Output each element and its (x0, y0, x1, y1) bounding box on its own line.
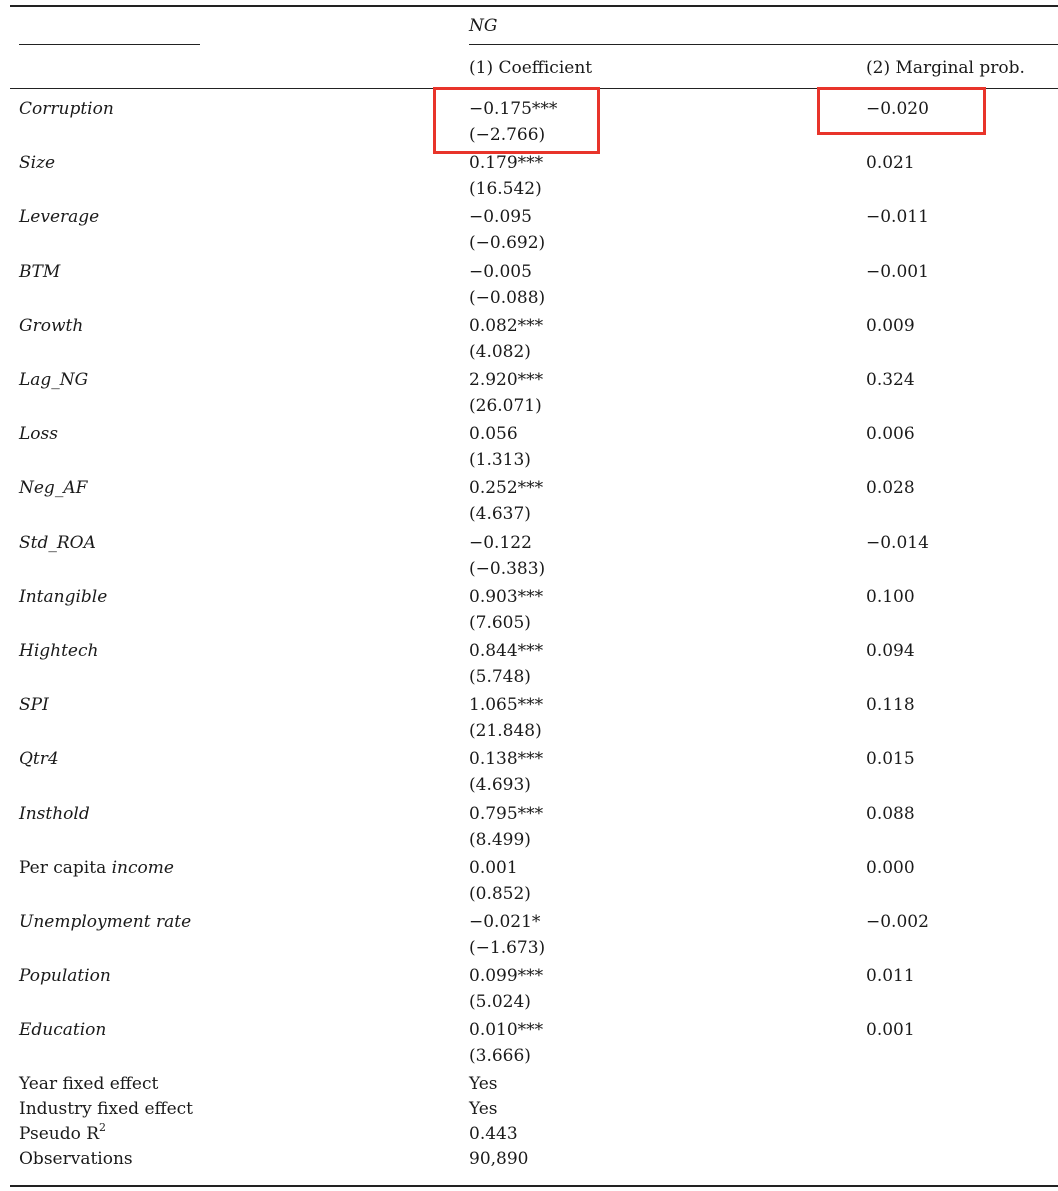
coefficient-value: 0.138*** (469, 749, 544, 770)
footer-label (19, 1149, 133, 1169)
marginal-prob-value: 0.088 (866, 803, 915, 824)
t-statistic: (−0.692) (469, 233, 546, 254)
marginal-prob-value: 0.006 (866, 424, 915, 445)
coefficient-value: 0.844*** (469, 641, 544, 661)
footer-label-superscript: 2 (99, 1121, 107, 1135)
coefficient-value: −0.095 (469, 207, 532, 228)
coefficient-value: 0.001 (469, 857, 518, 878)
row-label (19, 1020, 106, 1040)
coefficient-value: −0.021* (469, 912, 541, 932)
coefficient-value: −0.122 (469, 532, 532, 553)
row-label (19, 587, 107, 607)
marginal-prob-value: 0.015 (866, 749, 915, 770)
row-label-name: Leverage (19, 207, 100, 228)
row-label (19, 99, 114, 119)
t-statistic: (4.637) (469, 504, 531, 525)
marginal-prob-value: −0.011 (866, 207, 929, 228)
ng-group-rule (469, 44, 1058, 45)
coefficient-value: 0.252*** (469, 478, 544, 499)
row-label (19, 966, 111, 986)
t-statistic: (−2.766) (469, 125, 546, 145)
row-label-name: Qtr4 (19, 749, 59, 770)
coefficient-value: −0.005 (469, 261, 532, 282)
highlight-box-coefficient (433, 87, 600, 154)
coefficient-value: 0.795*** (469, 803, 544, 824)
row-label-name: Loss (19, 424, 58, 445)
t-statistic: (−1.673) (469, 938, 546, 958)
t-statistic: (1.313) (469, 450, 531, 471)
row-label (19, 207, 99, 227)
t-statistic: (−0.383) (469, 558, 546, 579)
row-label (19, 262, 60, 282)
row-label-name: Population (19, 966, 111, 987)
t-statistic: (4.082) (469, 341, 531, 362)
row-label (19, 316, 83, 336)
footer-value: 0.443 (469, 1124, 518, 1144)
col1-label: (1) Coefficient (469, 58, 593, 78)
top-rule (10, 5, 1058, 7)
marginal-prob-value: 0.009 (866, 315, 915, 336)
coefficient-value: 1.065*** (469, 695, 544, 716)
row-label-name: Corruption (19, 99, 114, 119)
footer-label (19, 1074, 158, 1094)
t-statistic: (−0.088) (469, 287, 546, 308)
footer-label-text: Year fixed effect (19, 1074, 159, 1094)
marginal-prob-value: 0.094 (866, 641, 915, 661)
footer-label-text: Pseudo R (19, 1124, 100, 1144)
row-label-name: income (111, 857, 174, 878)
row-label-name: Std_ROA (19, 532, 96, 553)
marginal-prob-value: 0.118 (866, 695, 915, 716)
row-label (19, 912, 191, 932)
row-label (19, 749, 59, 769)
row-label-name: Hightech (19, 641, 99, 661)
row-label (19, 533, 96, 553)
t-statistic: (4.693) (469, 775, 531, 796)
row-label (19, 370, 88, 390)
coefficient-value: 0.099*** (469, 966, 544, 987)
coefficient-value: 0.010*** (469, 1020, 544, 1041)
row-label-name: Education (19, 1020, 107, 1041)
row-label-name: Growth (19, 315, 84, 336)
marginal-prob-value: −0.014 (866, 532, 929, 553)
footer-label-text: Observations (19, 1149, 133, 1169)
footer-value: 90,890 (469, 1149, 529, 1169)
t-statistic: (7.605) (469, 612, 531, 633)
marginal-prob-value: 0.011 (866, 966, 915, 987)
row-label (19, 858, 174, 878)
row-label (19, 478, 87, 498)
coefficient-value: 0.056 (469, 424, 518, 445)
coefficient-value: 0.082*** (469, 315, 544, 336)
coefficient-value: −0.175*** (469, 99, 558, 119)
t-statistic: (5.024) (469, 992, 531, 1013)
row-label-name: SPI (19, 695, 49, 716)
group-label: NG (469, 16, 498, 36)
row-label (19, 695, 49, 715)
footer-value: Yes (469, 1074, 498, 1094)
marginal-prob-value: 0.324 (866, 370, 915, 390)
row-label (19, 424, 58, 444)
left-header-rule (19, 44, 200, 45)
coefficient-value: 0.903*** (469, 586, 544, 607)
marginal-prob-value: 0.000 (866, 857, 915, 878)
marginal-prob-value: 0.028 (866, 478, 915, 499)
row-label (19, 641, 98, 661)
marginal-prob-value: −0.001 (866, 261, 929, 282)
bottom-rule (10, 1185, 1058, 1187)
marginal-prob-value: 0.021 (866, 153, 915, 174)
row-label-name: Neg_AF (19, 478, 88, 499)
t-statistic: (3.666) (469, 1046, 531, 1067)
row-label-name: Lag_NG (19, 370, 89, 390)
row-label-name: Insthold (19, 803, 90, 824)
t-statistic: (21.848) (469, 721, 542, 742)
footer-label-text: Industry fixed effect (19, 1099, 194, 1119)
t-statistic: (16.542) (469, 179, 542, 200)
row-label (19, 804, 90, 824)
row-label-prefix: Per capita (19, 857, 112, 878)
footer-label (19, 1121, 107, 1144)
t-statistic: (5.748) (469, 667, 531, 687)
marginal-prob-value: −0.002 (866, 912, 929, 932)
row-label (19, 153, 55, 173)
footer-label (19, 1099, 193, 1119)
col2-label: (2) Marginal prob. (866, 58, 1025, 78)
t-statistic: (26.071) (469, 396, 542, 416)
row-label-name: BTM (19, 261, 61, 282)
coefficient-value: 2.920*** (469, 370, 544, 390)
footer-value: Yes (469, 1099, 498, 1119)
marginal-prob-value: 0.100 (866, 586, 915, 607)
marginal-prob-value: −0.020 (866, 99, 929, 119)
t-statistic: (8.499) (469, 829, 531, 850)
marginal-prob-value: 0.001 (866, 1020, 915, 1041)
row-label-name: Unemployment rate (19, 912, 192, 932)
row-label-name: Size (19, 153, 56, 174)
highlight-box-marginal (817, 87, 986, 135)
coefficient-value: 0.179*** (469, 153, 544, 174)
t-statistic: (0.852) (469, 883, 531, 904)
row-label-name: Intangible (19, 586, 108, 607)
